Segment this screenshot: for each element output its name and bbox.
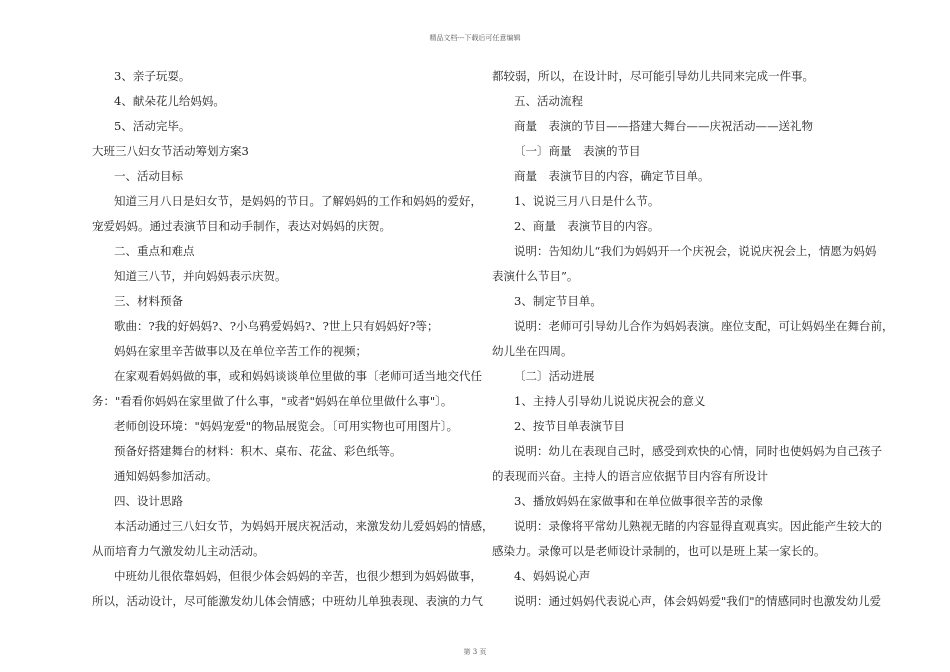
text-line: 商量 表演节目的内容，确定节目单。	[514, 169, 710, 183]
text-line: 商量 表演的节目——搭建大舞台——庆祝活动——送礼物	[514, 119, 813, 133]
text-line: 说明：幼儿在表现自己时，感受到欢快的心情，同时也使妈妈为自己孩子	[514, 444, 882, 458]
text-line: 说明：老师可引导幼儿合作为妈妈表演。座位支配，可让妈妈坐在舞台前，	[514, 319, 894, 333]
text-line: 3、制定节目单。	[514, 294, 602, 308]
left-column	[92, 64, 494, 614]
text-line: 3、亲子玩耍。	[114, 69, 191, 83]
text-line: 所以，活动设计，尽可能激发幼儿体会情感；中班幼儿单独表现、表演的力气	[92, 594, 483, 608]
text-line: 务："看看你妈妈在家里做了什么事，"或者"妈妈在单位里做什么事"〕。	[92, 394, 453, 408]
text-line: 四、设计思路	[114, 494, 183, 508]
text-line: 老师创设环境："妈妈宠爱"的物品展览会。〔可用实物也可用图片〕。	[114, 419, 459, 433]
text-line: 从而培育力气激发幼儿主动活动。	[92, 544, 265, 558]
text-line: 在家观看妈妈做的事，或和妈妈谈谈单位里做的事〔老师可适当地交代任	[114, 369, 482, 383]
text-line: 〔一〕商量 表演的节目	[514, 144, 641, 158]
page-footer: 第 3 页	[463, 648, 487, 656]
text-line: 宠爱妈妈。通过表演节目和动手制作，表达对妈妈的庆贺。	[92, 219, 391, 233]
text-line: 中班幼儿很依靠妈妈，但很少体会妈妈的辛苦，也很少想到为妈妈做事，	[114, 569, 482, 583]
text-line: 本活动通过三八妇女节，为妈妈开展庆祝活动，来激发幼儿爱妈妈的情感，	[114, 519, 494, 533]
text-line: 表演什么节目”。	[492, 269, 579, 283]
text-line: 大班三八妇女节活动筹划方案3	[92, 144, 249, 158]
page-header: 精品文档---下载后可任意编辑	[429, 34, 521, 42]
text-line: 4、献朵花儿给妈妈。	[114, 94, 225, 108]
text-line: 说明：录像将平常幼儿熟视无睹的内容显得直观真实。因此能产生较大的	[514, 519, 882, 533]
text-line: 歌曲：?我的好妈妈?、?小乌鸦爱妈妈?、?世上只有妈妈好?等；	[114, 319, 439, 333]
text-line: 4、妈妈说心声	[514, 569, 591, 583]
text-line: 3、播放妈妈在家做事和在单位做事很辛苦的录像	[514, 494, 763, 508]
text-line: 五、活动流程	[514, 94, 583, 108]
text-line: 5、活动完毕。	[114, 119, 191, 133]
right-column	[492, 64, 894, 614]
text-line: 知道三月八日是妇女节，是妈妈的节日。了解妈妈的工作和妈妈的爱好，	[114, 194, 482, 208]
text-line: 都较弱，所以，在设计时，尽可能引导幼儿共同来完成一件事。	[492, 69, 814, 83]
text-line: 〔二〕活动进展	[514, 369, 595, 383]
text-line: 说明：告知幼儿“我们为妈妈开一个庆祝会，说说庆祝会上，情愿为妈妈	[514, 244, 877, 258]
text-line: 妈妈在家里辛苦做事以及在单位辛苦工作的视频；	[114, 344, 367, 358]
text-line: 1、主持人引导幼儿说说庆祝会的意义	[514, 394, 706, 408]
text-line: 说明：通过妈妈代表说心声，体会妈妈爱"我们"的情感同时也激发幼儿爱	[514, 594, 882, 608]
text-line: 1、说说三月八日是什么节。	[514, 194, 660, 208]
text-line: 三、材料预备	[114, 294, 183, 308]
text-line: 的表现而兴奋。主持人的语言应依据节目内容有所设计	[492, 469, 768, 483]
text-line: 2、按节目单表演节目	[514, 419, 625, 433]
text-line: 幼儿坐在四周。	[492, 344, 573, 358]
text-line: 知道三八节，并向妈妈表示庆贺。	[114, 269, 287, 283]
text-line: 预备好搭建舞台的材料：积木、桌布、花盆、彩色纸等。	[114, 444, 402, 458]
text-line: 二、重点和难点	[114, 244, 195, 258]
text-line: 通知妈妈参加活动。	[114, 469, 218, 483]
text-line: 感染力。录像可以是老师设计录制的，也可以是班上某一家长的。	[492, 544, 826, 558]
text-line: 一、活动目标	[114, 169, 183, 183]
text-line: 2、商量 表演节目的内容。	[514, 219, 660, 233]
